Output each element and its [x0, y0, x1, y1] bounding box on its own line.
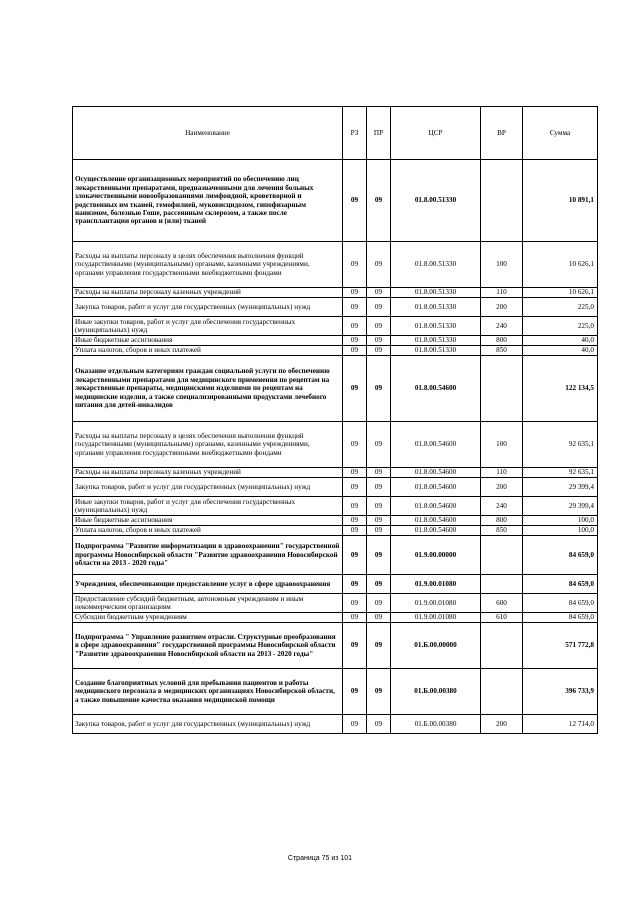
cell-rz: 09: [343, 336, 367, 346]
cell-csr: 01.8.00.54600: [391, 478, 481, 497]
cell-csr: 01.Б.00.00000: [391, 623, 481, 669]
cell-rz: 09: [343, 242, 367, 288]
cell-pr: 09: [367, 298, 391, 317]
cell-name: Уплата налогов, сборов и иных платежей: [73, 346, 343, 356]
cell-name: Закупка товаров, работ и услуг для государственных (муниципальных) нужд: [73, 715, 343, 734]
page-number: Страница 75 из 101: [287, 855, 353, 862]
cell-csr: 01.8.00.54600: [391, 468, 481, 478]
cell-sum: 84 659,0: [523, 575, 598, 594]
cell-name: Подпрограмма "Развитие информатизации в здравоохранении" государственной программы Новосибирской области "Развитие здравоохранения Новосибирской области на 2013 - 2020 годы": [73, 536, 343, 575]
cell-pr: 09: [367, 669, 391, 715]
cell-rz: 09: [343, 468, 367, 478]
header-vr: ВР: [481, 107, 523, 160]
header-rz: РЗ: [343, 107, 367, 160]
cell-rz: 09: [343, 594, 367, 613]
cell-vr: 110: [481, 288, 523, 298]
cell-rz: 09: [343, 516, 367, 526]
cell-rz: 09: [343, 715, 367, 734]
cell-csr: 01.Б.00.00380: [391, 669, 481, 715]
cell-vr: [481, 575, 523, 594]
cell-csr: 01.8.00.54600: [391, 526, 481, 536]
cell-vr: 800: [481, 336, 523, 346]
table-body: [73, 160, 598, 734]
header-csr: ЦСР: [391, 107, 481, 160]
cell-vr: 200: [481, 298, 523, 317]
cell-rz: 09: [343, 526, 367, 536]
table-row: [73, 516, 598, 526]
header-sum: Сумма: [523, 107, 598, 160]
cell-name: Иные закупки товаров, работ и услуг для обеспечения государственных (муниципальных) нужд: [73, 497, 343, 516]
cell-pr: 09: [367, 594, 391, 613]
cell-rz: 09: [343, 478, 367, 497]
cell-sum: 29 399,4: [523, 497, 598, 516]
cell-rz: 09: [343, 422, 367, 468]
cell-sum: 84 659,0: [523, 594, 598, 613]
cell-vr: 850: [481, 526, 523, 536]
table-row: [73, 298, 598, 317]
cell-vr: [481, 623, 523, 669]
cell-name: Расходы на выплаты персоналу в целях обеспечения выполнения функций государственными (муниципальными) органами, казенными учреждениями, органами управления государственными внебюджетными фондами: [73, 242, 343, 288]
cell-sum: 571 772,8: [523, 623, 598, 669]
cell-vr: 100: [481, 242, 523, 288]
header-name: Наименование: [73, 107, 343, 160]
cell-vr: 200: [481, 478, 523, 497]
cell-rz: 09: [343, 497, 367, 516]
cell-sum: 12 714,0: [523, 715, 598, 734]
cell-pr: 09: [367, 478, 391, 497]
cell-name: Создание благоприятных условий для пребывания пациентов и работы медицинского персонала в медицинских организациях Новосибирской области, а также повышение качества оказания медицинской помощи: [73, 669, 343, 715]
cell-csr: 01.8.00.51330: [391, 288, 481, 298]
cell-sum: 10 891,1: [523, 160, 598, 242]
cell-rz: 09: [343, 288, 367, 298]
cell-sum: 122 134,5: [523, 356, 598, 422]
cell-sum: 84 659,0: [523, 613, 598, 623]
cell-name: Уплата налогов, сборов и иных платежей: [73, 526, 343, 536]
cell-rz: 09: [343, 613, 367, 623]
table-row: [73, 346, 598, 356]
cell-vr: 240: [481, 497, 523, 516]
cell-csr: 01.8.00.51330: [391, 298, 481, 317]
cell-name: Закупка товаров, работ и услуг для государственных (муниципальных) нужд: [73, 298, 343, 317]
cell-sum: 92 635,1: [523, 468, 598, 478]
cell-pr: 09: [367, 715, 391, 734]
cell-rz: 09: [343, 317, 367, 336]
cell-name: Иные закупки товаров, работ и услуг для обеспечения государственных (муниципальных) нужд: [73, 317, 343, 336]
cell-pr: 09: [367, 536, 391, 575]
cell-sum: 225,0: [523, 298, 598, 317]
cell-csr: 01.8.00.54600: [391, 422, 481, 468]
cell-vr: [481, 669, 523, 715]
cell-csr: 01.8.00.51330: [391, 317, 481, 336]
cell-csr: 01.9.00.01080: [391, 594, 481, 613]
budget-table: [72, 106, 598, 734]
cell-csr: 01.8.00.51330: [391, 160, 481, 242]
cell-sum: 40,0: [523, 346, 598, 356]
cell-vr: 100: [481, 422, 523, 468]
cell-vr: [481, 536, 523, 575]
cell-sum: 10 626,1: [523, 242, 598, 288]
cell-sum: 10 626,1: [523, 288, 598, 298]
cell-name: Субсидии бюджетным учреждениям: [73, 613, 343, 623]
cell-name: Расходы на выплаты персоналу в целях обеспечения выполнения функций государственными (муниципальными) органами, казенными учреждениями, органами управления государственными внебюджетными фондами: [73, 422, 343, 468]
cell-vr: [481, 356, 523, 422]
cell-rz: 09: [343, 298, 367, 317]
cell-rz: 09: [343, 623, 367, 669]
cell-name: Предоставление субсидий бюджетным, автономным учреждениям и иным некоммерческим организациям: [73, 594, 343, 613]
cell-vr: 240: [481, 317, 523, 336]
cell-name: Оказание отдельным категориям граждан социальной услуги по обеспечению лекарственными препаратами для медицинского применения по рецептам на лекарственные препараты, медицинскими изделиями по рецептам на медицинские изделия, а также специализированными продуктами лечебного питания для детей-инвалидов: [73, 356, 343, 422]
cell-rz: 09: [343, 536, 367, 575]
table-row: [73, 526, 598, 536]
table-row: [73, 160, 598, 242]
cell-pr: 09: [367, 613, 391, 623]
cell-csr: 01.8.00.51330: [391, 346, 481, 356]
cell-csr: 01.8.00.51330: [391, 336, 481, 346]
cell-rz: 09: [343, 356, 367, 422]
cell-name: Осуществление организационных мероприятий по обеспечению лиц лекарственными препаратами, предназначенными для лечения больных злокачественными новообразованиями лимфоидной, кроветворной и родственных им тканей, гемофилией, муковисцидозом, гипофизарным нанизмом, болезнью Гоше, рассеянным склерозом, а также после трансплантации органов и (или) тканей: [73, 160, 343, 242]
cell-name: Подпрограмма " Управление развитием отрасли. Структурные преобразования в сфере здравоохранения" государственной программы Новосибирской области "Развитие здравоохранения Новосибирской области на 2013 - 2020 годы": [73, 623, 343, 669]
cell-rz: 09: [343, 160, 367, 242]
cell-sum: 100,0: [523, 526, 598, 536]
table-row: [73, 669, 598, 715]
table-row: [73, 715, 598, 734]
cell-pr: 09: [367, 468, 391, 478]
cell-pr: 09: [367, 497, 391, 516]
table-row: [73, 288, 598, 298]
table-header-row: [73, 107, 598, 160]
cell-vr: [481, 160, 523, 242]
cell-pr: 09: [367, 288, 391, 298]
header-pr: ПР: [367, 107, 391, 160]
cell-pr: 09: [367, 516, 391, 526]
cell-name: Иные бюджетные ассигнования: [73, 336, 343, 346]
cell-pr: 09: [367, 575, 391, 594]
cell-rz: 09: [343, 669, 367, 715]
cell-name: Иные бюджетные ассигнования: [73, 516, 343, 526]
cell-name: Учреждения, обеспечивающие предоставление услуг в сфере здравоохранения: [73, 575, 343, 594]
table-row: [73, 356, 598, 422]
cell-csr: 01.9.00.00000: [391, 536, 481, 575]
table-row: [73, 497, 598, 516]
cell-name: Расходы на выплаты персоналу казенных учреждений: [73, 288, 343, 298]
table-row: [73, 536, 598, 575]
cell-csr: 01.Б.00.00380: [391, 715, 481, 734]
cell-sum: 396 733,9: [523, 669, 598, 715]
cell-vr: 200: [481, 715, 523, 734]
cell-csr: 01.9.00.01080: [391, 575, 481, 594]
cell-pr: 09: [367, 160, 391, 242]
cell-vr: 610: [481, 613, 523, 623]
table-row: [73, 422, 598, 468]
cell-vr: 800: [481, 516, 523, 526]
cell-csr: 01.8.00.54600: [391, 497, 481, 516]
cell-sum: 100,0: [523, 516, 598, 526]
cell-vr: 600: [481, 594, 523, 613]
cell-name: Расходы на выплаты персоналу казенных учреждений: [73, 468, 343, 478]
cell-pr: 09: [367, 422, 391, 468]
cell-sum: 40,0: [523, 336, 598, 346]
table-row: [73, 623, 598, 669]
cell-sum: 84 659,0: [523, 536, 598, 575]
cell-sum: 92 635,1: [523, 422, 598, 468]
cell-csr: 01.9.00.01080: [391, 613, 481, 623]
table-row: [73, 336, 598, 346]
cell-vr: 850: [481, 346, 523, 356]
cell-pr: 09: [367, 242, 391, 288]
cell-csr: 01.8.00.51330: [391, 242, 481, 288]
cell-sum: 225,0: [523, 317, 598, 336]
cell-csr: 01.8.00.54600: [391, 516, 481, 526]
cell-pr: 09: [367, 346, 391, 356]
cell-pr: 09: [367, 317, 391, 336]
table-row: [73, 317, 598, 336]
cell-vr: 110: [481, 468, 523, 478]
cell-rz: 09: [343, 575, 367, 594]
cell-pr: 09: [367, 356, 391, 422]
budget-table-page: [72, 106, 597, 734]
table-row: [73, 468, 598, 478]
table-row: [73, 575, 598, 594]
cell-sum: 29 399,4: [523, 478, 598, 497]
table-row: [73, 478, 598, 497]
cell-csr: 01.8.00.54600: [391, 356, 481, 422]
cell-pr: 09: [367, 336, 391, 346]
table-row: [73, 594, 598, 613]
cell-name: Закупка товаров, работ и услуг для государственных (муниципальных) нужд: [73, 478, 343, 497]
table-row: [73, 613, 598, 623]
table-row: [73, 242, 598, 288]
cell-pr: 09: [367, 526, 391, 536]
cell-pr: 09: [367, 623, 391, 669]
cell-rz: 09: [343, 346, 367, 356]
